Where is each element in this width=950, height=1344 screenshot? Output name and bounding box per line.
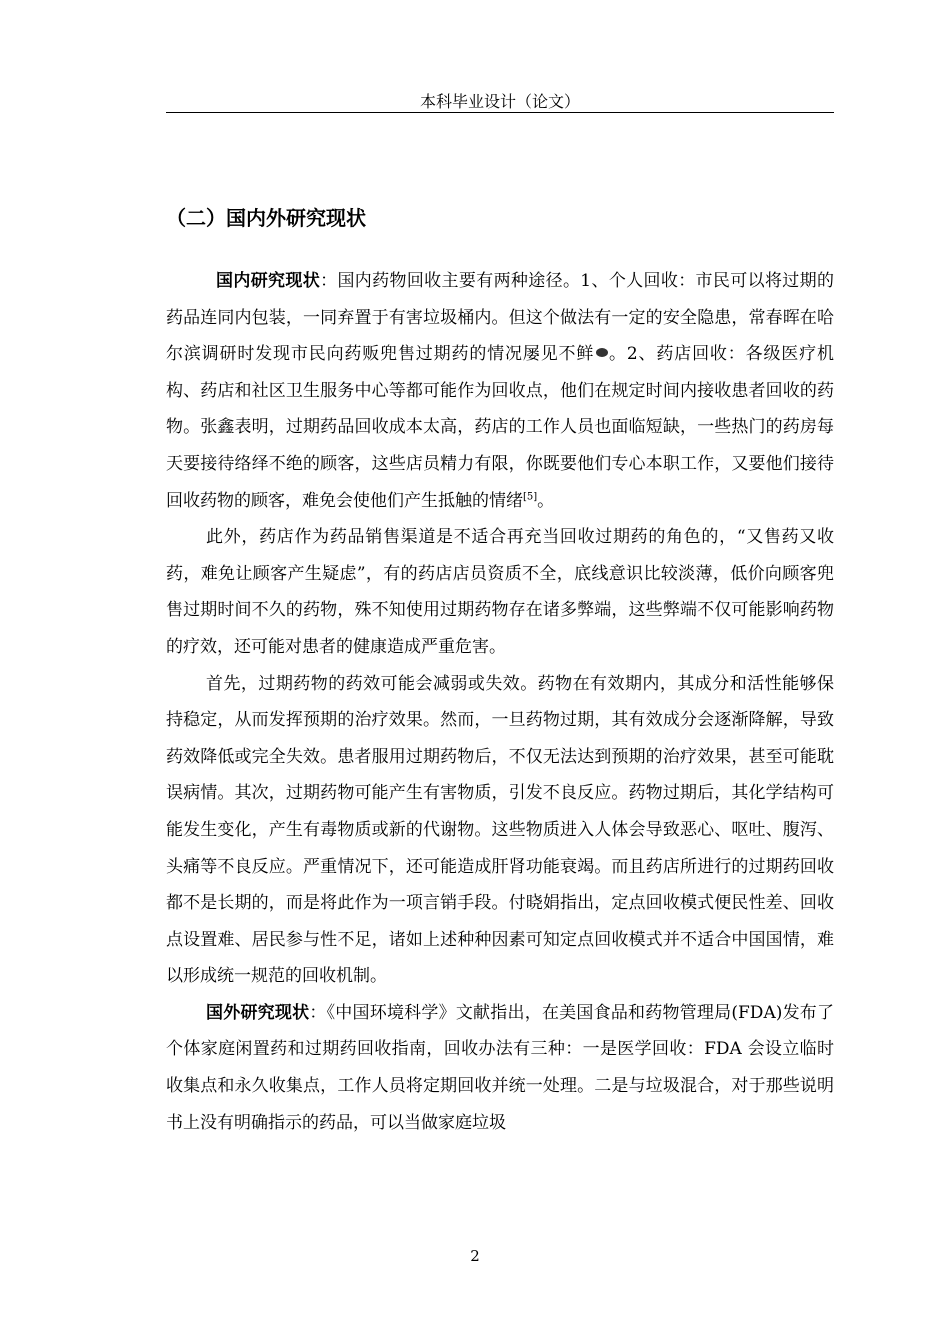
citation-mark-icon [596,348,608,357]
paragraph-text-continued: 。2、药店回收：各级医疗机构、药店和社区卫生服务中心等都可能作为回收点，他们在规定时间内接收患者回收的药物。张鑫表明，过期药品回收成本太高，药店的工作人员也面临短缺，一些热门的药房每天要接待络绎不绝的顾客，这些店员精力有限，你既要他们专心本职工作，又要他们接待回收药物的顾客，难免会使他们产生抵触的情绪 [166,344,834,511]
paragraph-expired-drug-effects: 首先，过期药物的药效可能会减弱或失效。药物在有效期内，其成分和活性能够保持稳定，从而发挥预期的治疗效果。然而，一旦药物过期，其有效成分会逐渐降解，导致药效降低或完全失效。患者服用过期药物后，不仅无法达到预期的治疗效果，甚至可能耽误病情。其次，过期药物可能产生有害物质，引发不良反应。药物过期后，其化学结构可能发生变化，产生有毒物质或新的代谢物。这些物质进入人体会导致恶心、呕吐、腹泻、头痛等不良反应。严重情况下，还可能造成肝肾功能衰竭。而且药店所进行的过期药回收都不是长期的，而是将此作为一项言销手段。付晓娟指出，定点回收模式便民性差、回收点设置难、居民参与性不足，诸如上述种种因素可知定点回收模式并不适合中国国情，难以形成统一规范的回收机制。 [166,673,834,987]
header-rule [166,112,834,113]
paragraph-text: ：《中国环境科学》文献指出，在美国食品和药物管理局(FDA)发布了个体家庭闲置药和过期药回收指南，回收办法有三种：一是医学回收：FDA 会设立临时收集点和永久收集点，工作人员将定期回收并统一处理。二是与垃圾混合，对于那些说明书上没有明确指示的药品，可以当做家庭垃圾 [166,1002,835,1133]
body-text [166,263,834,1141]
paragraph-text: ：国内药物回收主要有两种途径。1、个人回收：市民可以将过期的药品连同内包装，一同弃置于有害垃圾桶内。但这个做法有一定的安全隐患，常春晖在哈尔滨调研时发现市民向药贩兜售过期药的情况屡见不鲜 [166,271,834,365]
paragraph-foreign-research [166,995,834,1141]
section-title: （二）国内外研究现状 [166,206,366,230]
paragraph-lead-domestic: 国内研究现状 [216,271,321,291]
page-number: 2 [470,1247,480,1265]
running-header: 本科毕业设计（论文） [419,92,580,111]
paragraph-end: 。 [537,490,555,511]
paragraph-domestic-research [166,263,834,519]
paragraph-pharmacy-role: 此外，药店作为药品销售渠道是不适合再充当回收过期药的角色的，“又售药又收药，难免让顾客产生疑虑”，有的药店店员资质不全，底线意识比较淡薄，低价向顾客兜售过期时间不久的药物，殊不知使用过期药物存在诸多弊端，这些弊端不仅可能影响药物的疗效，还可能对患者的健康造成严重危害。 [166,527,834,657]
citation-reference: [5] [523,490,538,502]
paragraph-lead-foreign: 国外研究现状 [206,1002,310,1023]
